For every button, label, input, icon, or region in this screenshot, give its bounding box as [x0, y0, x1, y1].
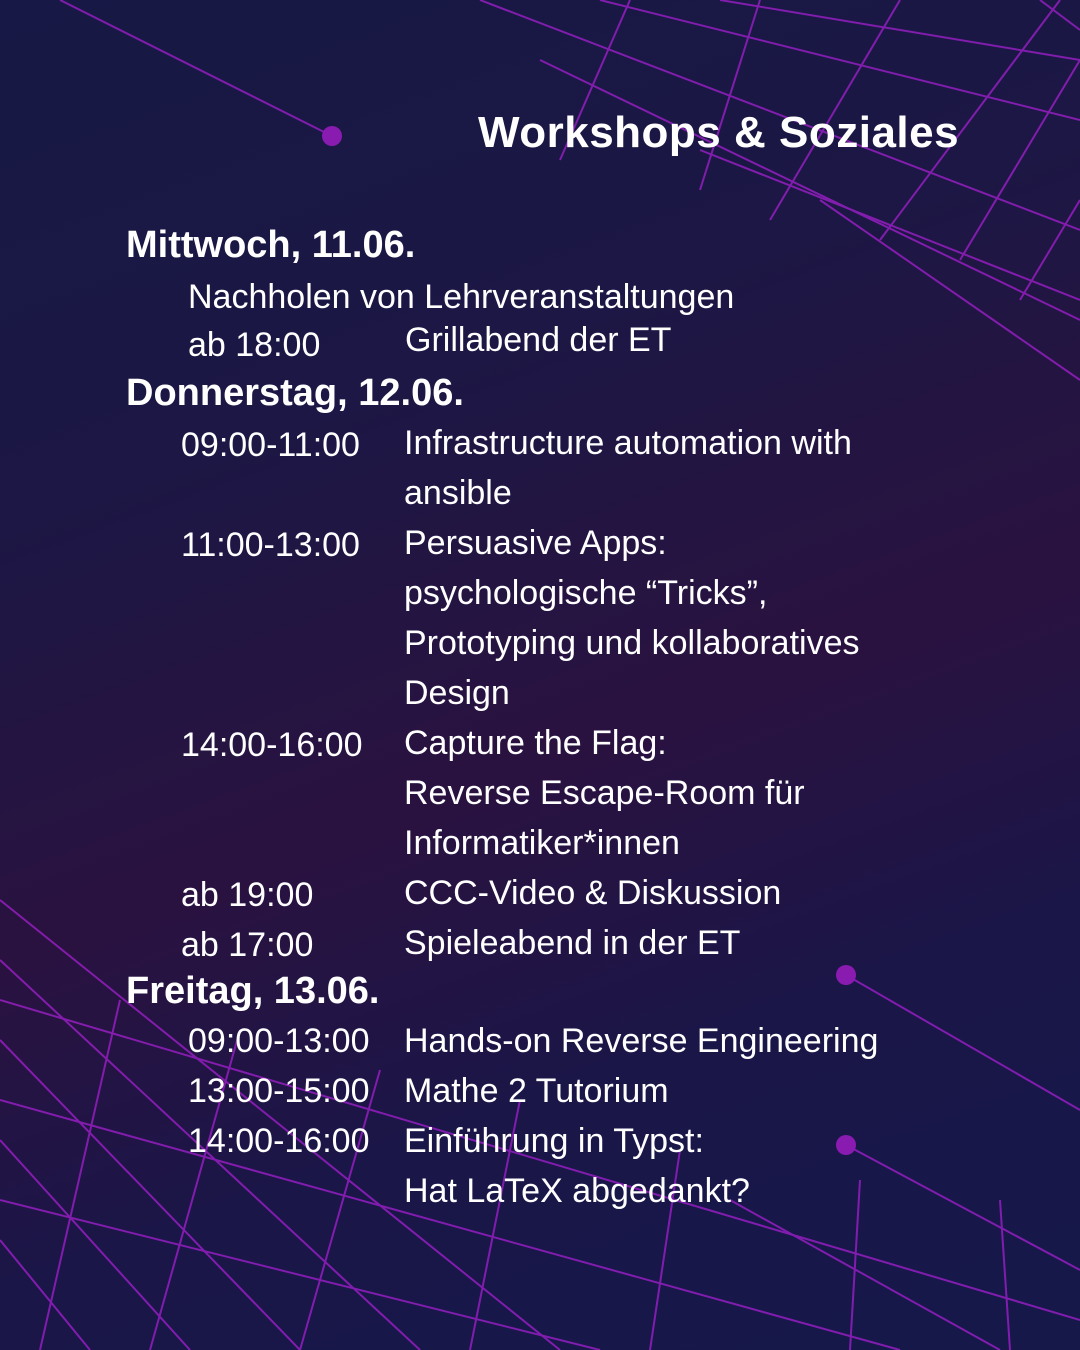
- entry-time: 11:00-13:00: [181, 526, 360, 564]
- entry-text: psychologische “Tricks”,: [404, 574, 768, 612]
- entry-text: CCC-Video & Diskussion: [404, 874, 782, 912]
- entry-time: ab 19:00: [181, 876, 314, 914]
- entry-time: 09:00-13:00: [188, 1022, 370, 1060]
- entry-time: 14:00-16:00: [181, 726, 363, 764]
- entry-text: Design: [404, 674, 510, 712]
- accent-dot-top: [322, 126, 342, 146]
- entry-text: Einführung in Typst:: [404, 1122, 704, 1160]
- entry-text: Nachholen von Lehrveranstaltungen: [188, 278, 735, 316]
- entry-text: Persuasive Apps:: [404, 524, 667, 562]
- entry-time: 14:00-16:00: [188, 1122, 370, 1160]
- entry-text: Hands-on Reverse Engineering: [404, 1022, 879, 1060]
- accent-dot-right-upper: [836, 965, 856, 985]
- entry-time: ab 17:00: [181, 926, 314, 964]
- entry-text: Grillabend der ET: [405, 321, 672, 359]
- day-heading-donnerstag: Donnerstag, 12.06.: [126, 372, 464, 414]
- page-title: Workshops & Soziales: [478, 108, 960, 157]
- entry-time: 13:00-15:00: [188, 1072, 370, 1110]
- day-heading-mittwoch: Mittwoch, 11.06.: [126, 224, 416, 266]
- entry-text: Mathe 2 Tutorium: [404, 1072, 669, 1110]
- entry-text: Informatiker*innen: [404, 824, 680, 862]
- entry-text: Hat LaTeX abgedankt?: [404, 1172, 750, 1210]
- day-heading-freitag: Freitag, 13.06.: [126, 970, 380, 1012]
- entry-time: 09:00-11:00: [181, 426, 360, 464]
- entry-text: Spieleabend in der ET: [404, 924, 741, 962]
- entry-text: Infrastructure automation with: [404, 424, 852, 462]
- accent-dot-right-lower: [836, 1135, 856, 1155]
- entry-text: Reverse Escape-Room für: [404, 774, 805, 812]
- entry-time: ab 18:00: [188, 326, 321, 364]
- entry-text: Prototyping und kollaboratives: [404, 624, 860, 662]
- entry-text: ansible: [404, 474, 512, 512]
- entry-text: Capture the Flag:: [404, 724, 667, 762]
